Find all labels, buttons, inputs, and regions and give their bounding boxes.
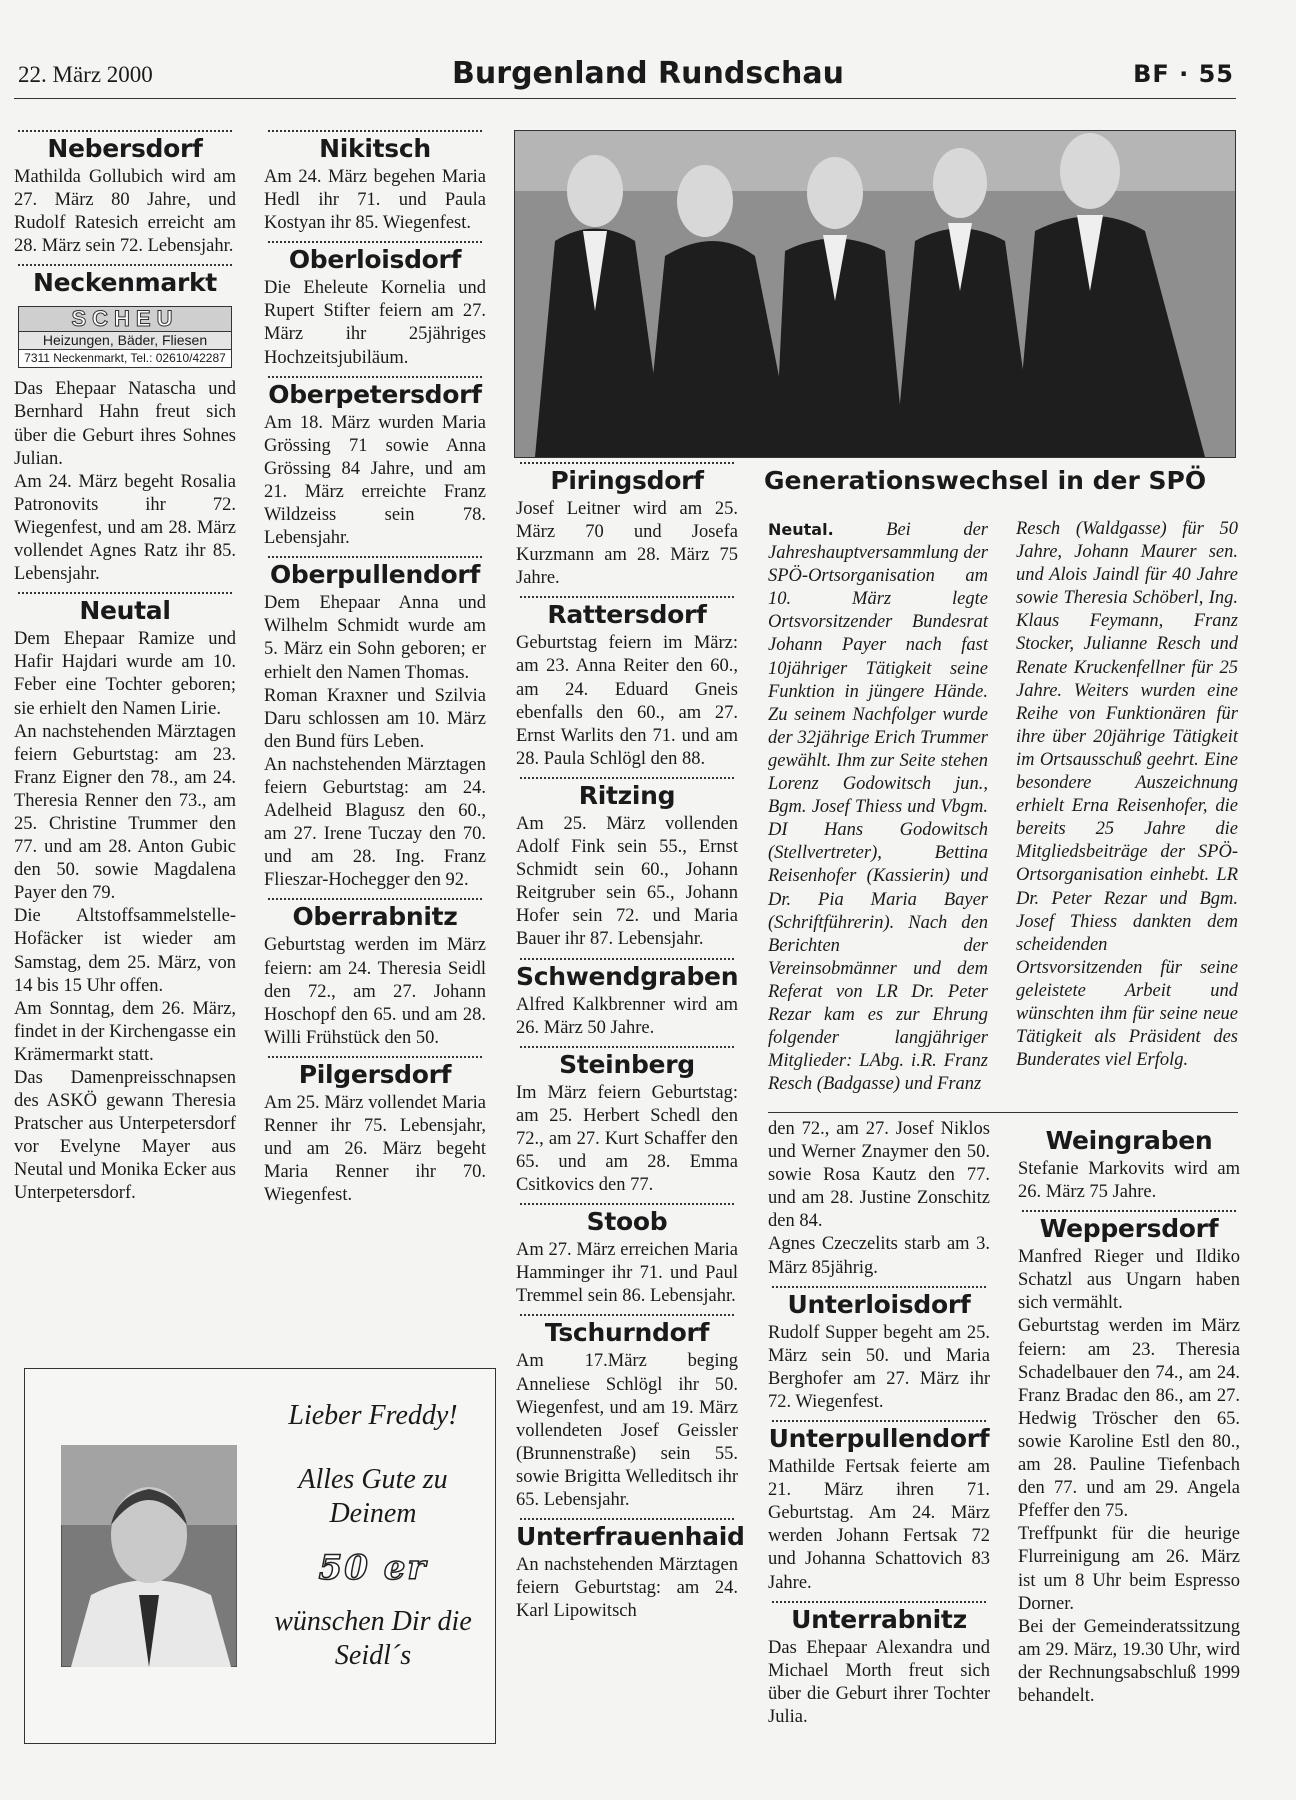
item-text: Am 24. März begehen Maria Hedl ihr 71. und Paula Kostyan ihr 85. Wiegenfest.: [264, 167, 486, 234]
article-headline: Generationswechsel in der SPÖ: [764, 466, 1207, 495]
item-text: Das Ehepaar Alexandra und Michael Morth freut sich über die Geburt ihrer Tochter Julia.: [768, 1637, 990, 1727]
column-2: [264, 130, 486, 1207]
news-item-unterfrauenhaid: [516, 1518, 745, 1623]
news-item-oberloisdorf: [264, 241, 486, 369]
page-number: BF · 55: [1133, 60, 1234, 88]
news-item-steinberg: [516, 1046, 738, 1197]
place-heading: Unterloisdorf: [787, 1289, 971, 1319]
place-heading: Schwendgraben: [516, 961, 739, 991]
item-text: Mathilda Gollubich wird am 27. März 80 Jahre, und Rudolf Ratesich erreicht am 28. März sein 72. Lebensjahr.: [14, 167, 236, 257]
place-heading: Oberpetersdorf: [268, 379, 482, 409]
news-item-stoob: [516, 1203, 738, 1308]
greeting-age: 50 er: [318, 1548, 428, 1588]
item-text: Manfred Rieger und Ildiko Schatzl aus Ungarn haben sich vermählt. Geburtstag werden im März feiern: am 23. Theresia Schadelbauer den 74., am 24. Franz Bradac den 86., am 27. Hedwig Tröscher den 65. sowie Karoline Estl den 80., am 28. Pauline Tiefenbach den 77. und am 29. Angela Pfeffer den 75. Treffpunkt für die heurige Flurreinigung am 26. März ist um 8 Uhr beim Espresso Dorner. Bei der Gemeinderatssitzung am 29. März, 19.30 Uhr, wird der Rechnungsabschluß 1999 behandelt.: [1018, 1247, 1240, 1706]
item-text: Im März feiern Geburtstag: am 25. Herbert Schedl den 72., am 27. Kurt Schaffer den 65. und am 28. Emma Csitkovics den 77.: [516, 1082, 738, 1196]
news-item-oberpetersdorf: [264, 376, 486, 551]
item-text: Das Ehepaar Natascha und Bernhard Hahn freut sich über die Geburt ihres Sohnes Julian. Am 24. März begeht Rosalia Patronovits ihr 72. Wiegenfest, und am 28. März vollendet Agnes Ratz ihr 85. Lebensjahr.: [14, 379, 236, 585]
photo-illustration: [515, 131, 1235, 457]
article-text-b: Resch (Waldgasse) für 50 Jahre, Johann Maurer sen. und Alois Jaindl für 40 Jahre sowie Theresia Schöberl, Ing. Klaus Feymann, Franz Stocker, Julianne Resch und Renate Kruckenfellner für 25 Jahre. Weiters wurden eine Reihe von Funktionären für ihre über 20jährige Tätigkeit im Ortsausschuß geehrt. Eine besondere Auszeichnung erhielt Erna Reisenhofer, die bereits 25 Jahre die Mitgliedsbeiträge der SPÖ-Ortsorganisation einhebt. LR Dr. Peter Rezar und Bgm. Josef Thiess dankten dem scheidenden Ortsvorsitzenden für seine geleistete Arbeit und wünschten ihm für seine neue Tätigkeit als Präsident des Bunderates viel Erfolg.: [1016, 519, 1238, 1071]
news-item-schwendgraben: [516, 958, 738, 1040]
news-item-ritzing: [516, 777, 738, 952]
item-text: Geburtstag feiern im März: am 23. Anna Reiter den 60., am 24. Eduard Gneis ebenfalls den 60., am 27. Ernst Warlits den 71. und am 28. Paula Schlögl den 88.: [516, 633, 738, 769]
item-text: Die Eheleute Kornelia und Rupert Stifter feiern am 27. März ihr 25jähriges Hochzeitsjubiläum.: [264, 278, 486, 368]
place-heading: Weppersdorf: [1039, 1214, 1219, 1244]
article-lead: Neutal.: [768, 520, 834, 539]
place-heading: Stoob: [586, 1207, 668, 1237]
news-item-oberpullendorf: [264, 556, 486, 892]
news-item-rattersdorf: [516, 596, 738, 771]
place-heading: Piringsdorf: [550, 466, 704, 495]
news-item-unterrabnitz: [768, 1601, 990, 1729]
place-heading: Tschurndorf: [544, 1318, 710, 1348]
column-3: [516, 462, 745, 1623]
news-item-oberrabnitz: [264, 898, 486, 1049]
place-heading: Oberrabnitz: [292, 902, 458, 932]
article-column-a: [768, 518, 988, 1096]
greeting-salutation: Lieber Freddy!: [288, 1400, 458, 1431]
place-heading: Unterrabnitz: [791, 1604, 967, 1634]
news-item-weppersdorf: [1018, 1210, 1240, 1708]
continued-text: den 72., am 27. Josef Niklos und Werner Znaymer den 50. sowie Rosa Kautz den 77. und am 28. Justine Zonschitz den 84. Agnes Czeczelits starb am 3. März 85jährig.: [768, 1119, 990, 1278]
item-text: Dem Ehepaar Anna und Wilhelm Schmidt wurde am 5. März ein Sohn geboren; er erhielt den Namen Thomas. Roman Kraxner und Szilvia Daru schlossen am 10. März den Bund fürs Leben. An nachstehenden Märztagen feiern Geburtstag: am 24. Adelheid Blagusz den 60., am 27. Irene Tuczay den 70. und am 28. Ing. Franz Flieszar-Hochegger den 92.: [264, 593, 486, 891]
news-item-nebersdorf: [14, 130, 236, 258]
column-4: [768, 1118, 990, 1729]
news-item-unterpullendorf: [768, 1420, 990, 1595]
news-item-piringsdorf: [516, 462, 738, 590]
place-heading: Oberloisdorf: [288, 245, 462, 275]
news-item-weingraben: [1018, 1124, 1240, 1204]
portrait-photo: [61, 1445, 237, 1667]
article-column-b: [1016, 518, 1238, 1072]
item-text: Josef Leitner wird am 25. März 70 und Josefa Kurzmann am 28. März 75 Jahre.: [516, 499, 738, 589]
place-heading: Pilgersdorf: [298, 1059, 452, 1089]
item-text: Stefanie Markovits wird am 26. März 75 Jahre.: [1018, 1159, 1240, 1203]
ad-brand: SCHEU: [19, 307, 231, 332]
item-text: Geburtstag werden im März feiern: am 24. Theresia Seidl den 72., am 27. Johann Hoschopf den 65. und am 28. Willi Frühstück den 50.: [264, 935, 486, 1048]
news-item-neckenmarkt: [14, 264, 236, 586]
place-heading: Unterpullendorf: [768, 1424, 990, 1454]
greeting-ad: [24, 1368, 496, 1744]
ad-address: 7311 Neckenmarkt, Tel.: 02610/42287: [19, 349, 231, 367]
item-text: Mathilde Fertsak feierte am 21. März ihren 71. Geburtstag. Am 24. März werden Johann Fertsak 72 und Johanna Schattovich 83 Jahre.: [768, 1457, 990, 1593]
greeting-signoff: wünschen Dir die Seidl´s: [274, 1606, 472, 1671]
article-text-a: Bei der Jahreshauptversammlung der SPÖ-Ortsorganisation am 10. März legte Ortsvorsitzender Bundesrat Johann Payer nach fast 10jähriger Tätigkeit seine Funktion in jüngere Hände. Zu seinem Nachfolger wurde der 32jährige Erich Trummer gewählt. Ihm zur Seite stehen Lorenz Godowitsch jun., Bgm. Josef Thiess und Vbgm. DI Hans Godowitsch (Stellvertreter), Bettina Reisenhofer (Kassierin) und Dr. Pia Maria Bayer (Schriftführerin). Nach den Berichten der Vereinsobmänner und dem Referat von LR Dr. Peter Rezar kam es zur Ehrung folgender langjähriger Mitglieder: LAbg. i.R. Franz Resch (Badgasse) und Franz: [768, 520, 989, 1095]
place-heading: Neutal: [79, 596, 171, 626]
greeting-text: [263, 1399, 483, 1673]
issue-date: 22. März 2000: [18, 62, 153, 87]
item-text: An nachstehenden Märztagen feiern Geburtstag: am 24. Karl Lipowitsch: [516, 1555, 738, 1622]
place-heading: Weingraben: [1045, 1126, 1213, 1155]
place-heading: Nebersdorf: [47, 134, 203, 163]
section-rule: [768, 1112, 1238, 1113]
item-text: Am 27. März erreichen Maria Hamminger ihr 71. und Paul Tremmel sein 86. Lebensjahr.: [516, 1240, 738, 1307]
news-item-unterloisdorf: [768, 1286, 990, 1414]
column-5: [1018, 1124, 1240, 1708]
place-heading: Steinberg: [559, 1049, 695, 1079]
newspaper-title: Burgenland Rundschau: [452, 56, 844, 91]
header-rule: [14, 98, 1236, 99]
group-photo: [514, 130, 1236, 458]
column-1: [14, 130, 236, 1206]
item-text: Rudolf Supper begeht am 25. März sein 50. und Maria Berghofer am 27. März ihr 72. Wiegenfest.: [768, 1322, 990, 1412]
item-text: Am 25. März vollenden Adolf Fink sein 55., Ernst Schmidt sein 60., Johann Reitgruber sein 65., Johann Hofer sein 72. und Maria Bauer ihr 87. Lebensjahr.: [516, 813, 738, 950]
news-item-tschurndorf: [516, 1314, 738, 1512]
news-item-nikitsch: [264, 130, 486, 235]
item-text: Alfred Kalkbrenner wird am 26. März 50 Jahre.: [516, 994, 738, 1038]
news-item-pilgersdorf: [264, 1056, 486, 1207]
place-heading: Unterfrauenhaid: [516, 1522, 745, 1552]
item-text: Am 25. März vollendet Maria Renner ihr 75. Lebensjahr, und am 26. März begeht Maria Renner ihr 70. Wiegenfest.: [264, 1092, 486, 1206]
item-text: Am 18. März wurden Maria Grössing 71 sowie Anna Grössing 84 Jahre, und am 21. März erreichte Franz Wildzeiss sein 78. Lebensjahr.: [264, 412, 486, 549]
place-heading: Oberpullendorf: [269, 560, 481, 590]
ad-tagline: Heizungen, Bäder, Fliesen: [42, 332, 208, 349]
greeting-wishes: Alles Gute zu Deinem: [298, 1464, 448, 1529]
advertisement-scheu: [18, 306, 232, 368]
item-text: Dem Ehepaar Ramize und Hafir Hajdari wurde am 10. Feber eine Tochter geboren; sie erhielt den Namen Lirie. An nachstehenden Märztagen feiern Geburtstag: am 23. Franz Eigner den 78., am 24. Theresia Renner den 73., am 25. Christine Trummer den 77. und am 28. Anton Gubic den 50. sowie Magdalena Payer den 79. Die Altstoffsammelstelle-Hofäcker ist wieder am Samstag, dem 25. März, von 14 bis 15 Uhr offen. Am Sonntag, dem 26. März, findet in der Kirchengasse ein Krämermarkt statt. Das Damenpreisschnapsen des ASKÖ gewann Theresia Pratscher aus Unterpetersdorf vor Evelyne Mayer aus Neutal und Monika Ecker aus Unterpetersdorf.: [14, 629, 236, 1204]
item-text: Am 17.März beging Anneliese Schlögl ihr 50. Wiegenfest, und am 19. März vollendeten Josef Geissler (Brunnenstraße) sein 55. sowie Brigitta Welleditsch ihr 65. Lebensjahr.: [516, 1351, 738, 1510]
place-heading: Ritzing: [578, 780, 676, 810]
news-item-neutal: [14, 592, 236, 1205]
place-heading: Nikitsch: [319, 134, 431, 163]
place-heading: Neckenmarkt: [33, 268, 217, 298]
place-heading: Rattersdorf: [547, 600, 707, 630]
